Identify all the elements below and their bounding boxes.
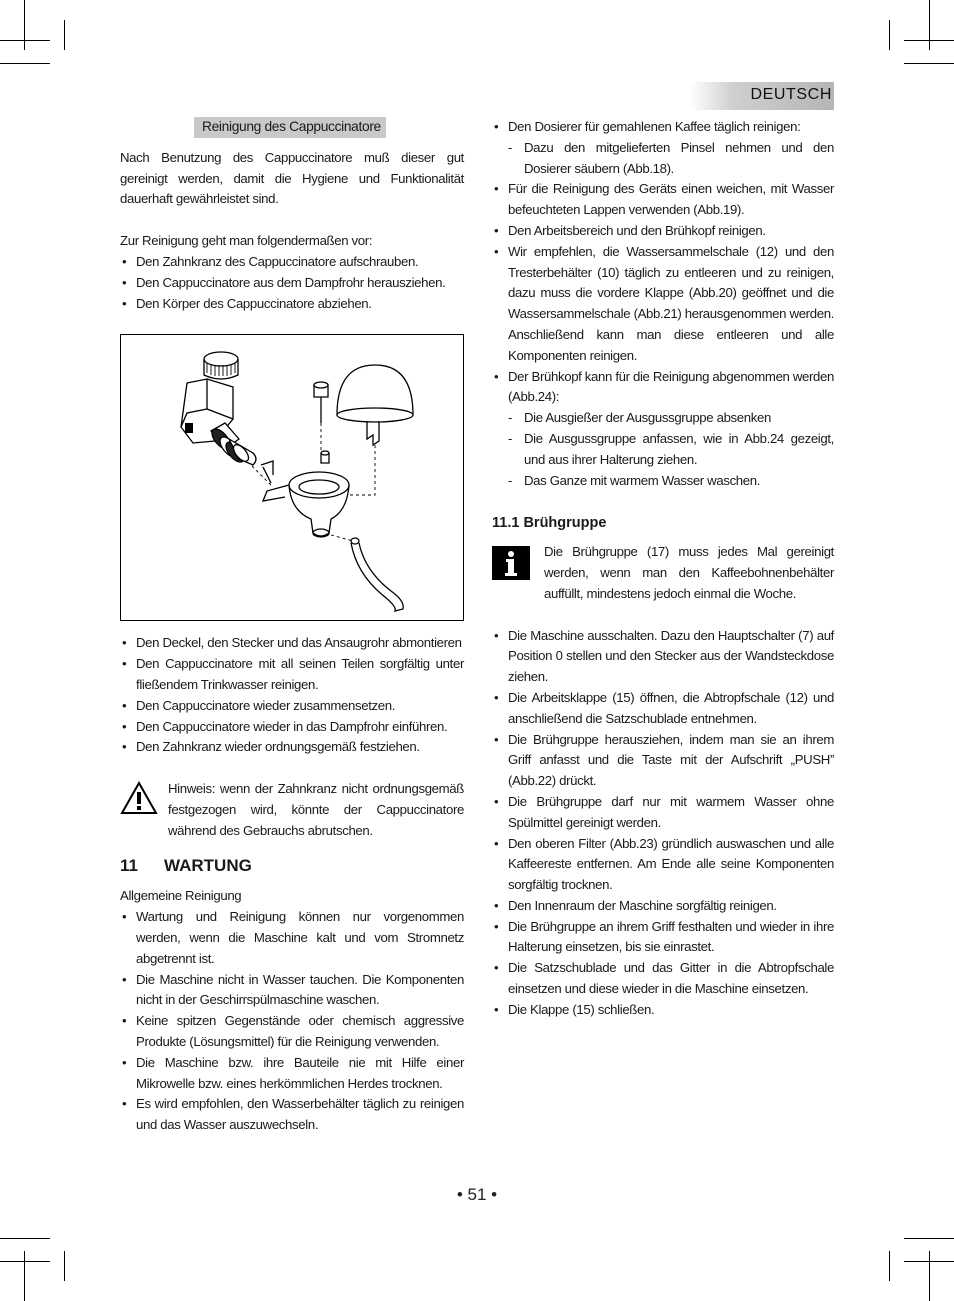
crop-mark [0, 63, 50, 64]
list-item: • Die Maschine nicht in Wasser tauchen. Die Komponenten nicht in der Geschirrspülmaschine waschen. [120, 970, 464, 1012]
list-item: • Den Cappuccinatore mit all seinen Teilen sorgfältig unter fließendem Trinkwasser reinigen. [120, 654, 464, 696]
list-subitem: - Die Ausgießer der Ausgussgruppe absenken [492, 408, 834, 429]
info-note [492, 542, 834, 604]
intro-paragraph: Nach Benutzung des Cappuccinatore muß dieser gut gereinigt werden, damit die Hygiene und Funktionalität dauerhaft gewährleistet sind. [120, 149, 464, 207]
info-icon [492, 546, 530, 580]
steps-list-a [120, 252, 464, 314]
list-item: • Keine spitzen Gegenstände oder chemisch aggressive Produkte (Lösungsmittel) für die Reinigung verwenden. [120, 1011, 464, 1053]
right-column [492, 117, 834, 1021]
crop-mark [0, 1261, 50, 1262]
list-item: • Den Körper des Cappuccinatore abziehen. [120, 294, 464, 315]
section-title: Reinigung des Cappuccinatore [194, 117, 386, 138]
crop-mark [929, 1251, 930, 1301]
list-item: • Die Brühgruppe an ihrem Griff festhalten und wieder in ihre Halterung einsetzen, bis sie einrastet. [492, 917, 834, 959]
left-column [120, 117, 464, 1136]
list-item: • Die Maschine ausschalten. Dazu den Hauptschalter (7) auf Position 0 stellen und den Stecker aus der Wandsteckdose ziehen. [492, 626, 834, 688]
crop-mark [64, 1251, 65, 1281]
info-text: Die Brühgruppe (17) muss jedes Mal gereinigt werden, wenn man den Kaffeebohnenbehälter auffüllt, mindestens jedoch einmal die Woche. [544, 544, 834, 601]
warning-text: Hinweis: wenn der Zahnkranz nicht ordnungsgemäß festgezogen wird, könnte der Cappuccinatore während des Gebrauchs abrutschen. [168, 781, 464, 838]
list-subitem: - Dazu den mitgelieferten Pinsel nehmen und den Dosierer säubern (Abb.18). [492, 138, 834, 180]
list-item: • Es wird empfohlen, den Wasserbehälter täglich zu reinigen und das Wasser auszuwechseln. [120, 1094, 464, 1136]
crop-mark [24, 0, 25, 50]
cappuccinatore-drawing [121, 335, 463, 620]
crop-mark [904, 1261, 954, 1262]
list-item: • Den Cappuccinatore wieder in das Dampfrohr einführen. [120, 717, 464, 738]
list-item: • Wartung und Reinigung können nur vorgenommen werden, wenn die Maschine kalt und vom Stromnetz abgetrennt ist. [120, 907, 464, 969]
crop-mark [929, 0, 930, 50]
crop-mark [0, 1238, 50, 1239]
steps-intro: Zur Reinigung geht man folgendermaßen vor: [120, 233, 373, 249]
list-item: • Die Brühgruppe herausziehen, indem man sie an ihrem Griff anfasst und die Taste mit der Aufschrift „PUSH” (Abb.22) drückt. [492, 730, 834, 792]
crop-mark [24, 1251, 25, 1301]
chapter-heading [120, 856, 464, 877]
general-cleaning-title: Allgemeine Reinigung [120, 888, 242, 904]
list-item: • Den Deckel, den Stecker und das Ansaugrohr abmontieren [120, 633, 464, 654]
list-item: • Den Zahnkranz wieder ordnungsgemäß festziehen. [120, 737, 464, 758]
crop-mark [904, 63, 954, 64]
general-cleaning-list [120, 907, 464, 1136]
crop-mark [889, 1251, 890, 1281]
list-subitem: - Die Ausgussgruppe anfassen, wie in Abb.24 gezeigt, und aus ihrer Halterung ziehen. [492, 429, 834, 471]
crop-mark [0, 40, 50, 41]
list-item: • Die Klappe (15) schließen. [492, 1000, 834, 1021]
crop-mark [889, 20, 890, 50]
steps-list-b [120, 633, 464, 758]
list-item: • Den Dosierer für gemahlenen Kaffee täglich reinigen: [492, 117, 834, 138]
list-item: • Den oberen Filter (Abb.23) gründlich auswaschen und alle Kaffeereste entfernen. Am Ende alle seine Komponenten sorgfältig trocknen. [492, 834, 834, 896]
section-title-row [120, 117, 464, 138]
chapter-number: 11 [120, 855, 138, 875]
language-label: DEUTSCH [750, 86, 832, 103]
list-item: • Den Cappuccinatore aus dem Dampfrohr herausziehen. [120, 273, 464, 294]
list-item: • Den Cappuccinatore wieder zusammensetzen. [120, 696, 464, 717]
list-subitem: - Das Ganze mit warmem Wasser waschen. [492, 471, 834, 492]
list-item: • Den Innenraum der Maschine sorgfältig reinigen. [492, 896, 834, 917]
chapter-title: WARTUNG [164, 855, 252, 875]
list-item: • Die Brühgruppe darf nur mit warmem Wasser ohne Spülmittel gereinigt werden. [492, 792, 834, 834]
list-item: • Die Maschine bzw. ihre Bauteile nie mit Hilfe einer Mikrowelle bzw. eines herkömmlichen Herdes trocknen. [120, 1053, 464, 1095]
crop-mark [64, 20, 65, 50]
warning-note [120, 779, 464, 841]
warning-triangle-icon [120, 781, 158, 815]
list-item: • Wir empfehlen, die Wassersammelschale (12) und den Tresterbehälter (10) täglich zu entleeren und zu reinigen, dazu muss die vordere Klappe (Abb.20) geöffnet und die Wassersammelschale (Abb.21) herausgenommen werden. Anschließend kann man diese entleeren und alle Komponenten reinigen. [492, 242, 834, 367]
list-item: • Die Arbeitsklappe (15) öffnen, die Abtropfschale (12) und anschließend die Satzschublade entnehmen. [492, 688, 834, 730]
language-tab [690, 82, 834, 110]
page-number: • 51 • [456, 1185, 498, 1204]
crop-mark [904, 1238, 954, 1239]
list-item: • Für die Reinigung des Geräts einen weichen, mit Wasser befeuchteten Lappen verwenden (Abb.19). [492, 179, 834, 221]
cleaning-list [492, 117, 834, 491]
list-item: • Der Brühkopf kann für die Reinigung abgenommen werden (Abb.24): [492, 367, 834, 409]
brewing-unit-list [492, 626, 834, 1021]
list-item: • Den Zahnkranz des Cappuccinatore aufschrauben. [120, 252, 464, 273]
list-item: • Den Arbeitsbereich und den Brühkopf reinigen. [492, 221, 834, 242]
cappuccinatore-illustration [120, 334, 464, 621]
subsection-heading: 11.1 Brühgruppe [492, 515, 607, 532]
list-item: • Die Satzschublade und das Gitter in die Abtropfschale einsetzen und diese wieder in die Maschine einsetzen. [492, 958, 834, 1000]
